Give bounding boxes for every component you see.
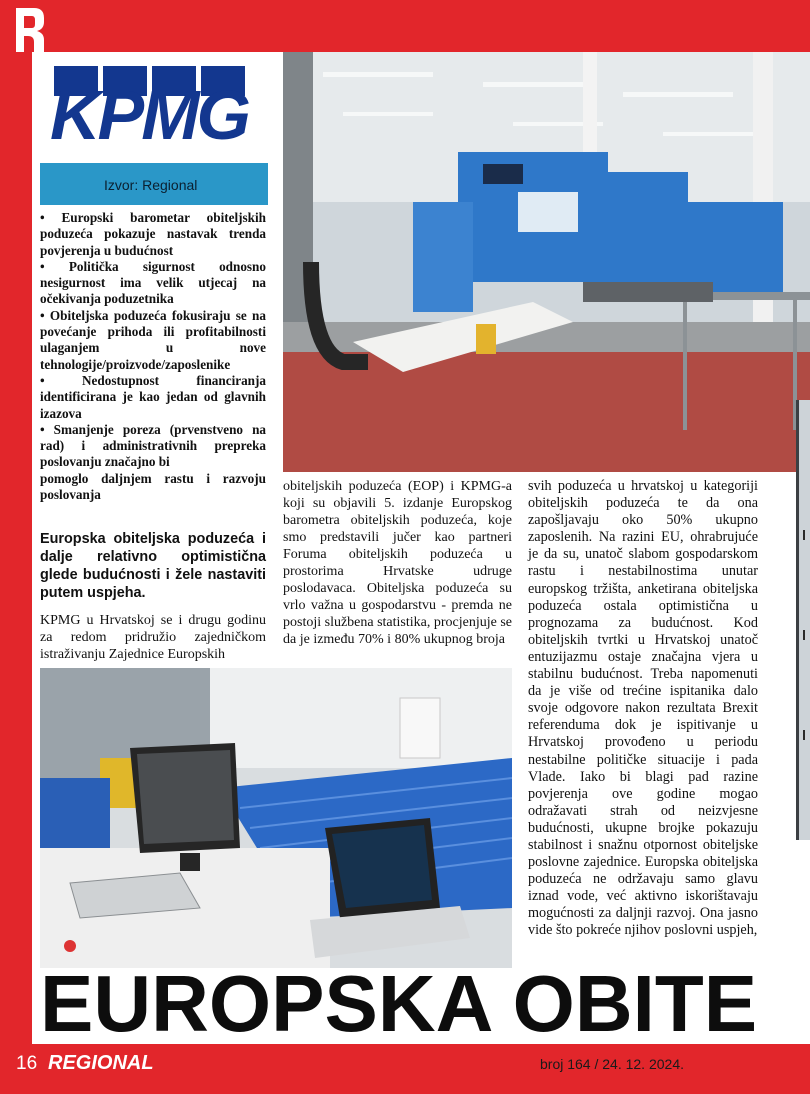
bullet-item: • Smanjenje poreza (prvenstveno na rad) i administrativnih prepreka poslovanju značajno bi — [40, 421, 266, 470]
article-lead: Europska obiteljska poduzeća i dalje relativno optimistična glede budućnosti i žele nastaviti putem uspjeha. — [40, 531, 266, 601]
article-column-3: svih poduzeća u hrvatskoj u kategoriji obiteljskih poduzeća te da ona zapošljavaju oko 50% ukupno zaposlenih. Na razini EU, ohrabrujuće je da su, unatoč slabom gospodarskom rastu i nestabilnostima unutar europskog tržišta, anketirana obiteljska poduzeća ostala optimistična u prognozama za budućnost. Kod obiteljskih tvrtki u Hrvatskoj unatoč entuzijazmu ostaje značajna vjera u stabilnu budućnost. Treba napomenuti da je više od trećine ispitanika dalo svoje odgovore nakon rezultata Brexit referenduma dok je ispitivanje u Hrvatskoj provođeno u periodu nestabilne političke situacije i pada Vlade. Iako bi blagi pad razine povjerenja ove godine mogao odražavati strah od neizvjesne budućnosti, ukupne brojke pokazuju stabilnost i snažnu otpornost obiteljske poslovne zajednice. Europska obiteljska poduzeća ne održavaju samo glavu iznad vode, već aktivno iskorištavaju mogućnosti za daljnji razvoj. Ona jasno vide što pokreće njihov poslovni uspjeh, — [528, 478, 758, 939]
side-photo-edge — [796, 400, 810, 840]
factory-photo — [283, 52, 810, 472]
workstation-photo — [40, 668, 512, 968]
bullet-item: • Politička sigurnost odnosno nesigurnost ima velik utjecaj na očekivanja poduzetnika — [40, 258, 266, 307]
kpmg-logo — [40, 52, 268, 160]
magazine-brand: REGIONAL — [48, 1052, 154, 1074]
magazine-logo-r — [4, 2, 48, 58]
headline: EUROPSKA OBITE — [40, 966, 758, 1042]
issue-date: broj 164 / 24. 12. 2024. — [540, 1056, 684, 1072]
left-red-frame — [0, 0, 32, 1094]
top-red-frame — [0, 0, 810, 52]
kpmg-logo-text: KPMG — [50, 76, 248, 154]
bullet-item: pomoglo daljnjem rastu i razvoju poslovanja — [40, 470, 266, 503]
bullet-item: • Nedostupnost financiranja identificirana je kao jedan od glavnih izazova — [40, 372, 266, 421]
bullet-item: • Obiteljska poduzeća fokusiraju se na povećanje prihoda ili profitabilnosti ulaganjem u nove tehnologije/proizvode/zaposlenike — [40, 307, 266, 372]
article-column-1: KPMG u Hrvatskoj se i drugu godinu za redom pridružio zajedničkom istraživanju Zajednice Europskih — [40, 613, 266, 663]
page-number: 16 — [16, 1053, 38, 1074]
article-column-2: obiteljskih poduzeća (EOP) i KPMG-a koji su objavili 5. izdanje Europskog barometra obiteljskih poduzeća, koje smo predstavili jučer kao partneri Foruma obiteljskih poduzeća u prostorima Hrvatske udruge poslodavaca. Obiteljska poduzeća su vrlo važna u gospodarstvu - premda ne postoji službena statistika, procjenjuje se da je između 70% i 80% ukupnog broja — [283, 479, 513, 647]
bullet-item: • Europski barometar obiteljskih poduzeća pokazuje nastavak trenda povjerenja u budućnost — [40, 210, 266, 258]
bullet-list — [40, 210, 266, 503]
source-label: Izvor: Regional — [40, 163, 268, 205]
